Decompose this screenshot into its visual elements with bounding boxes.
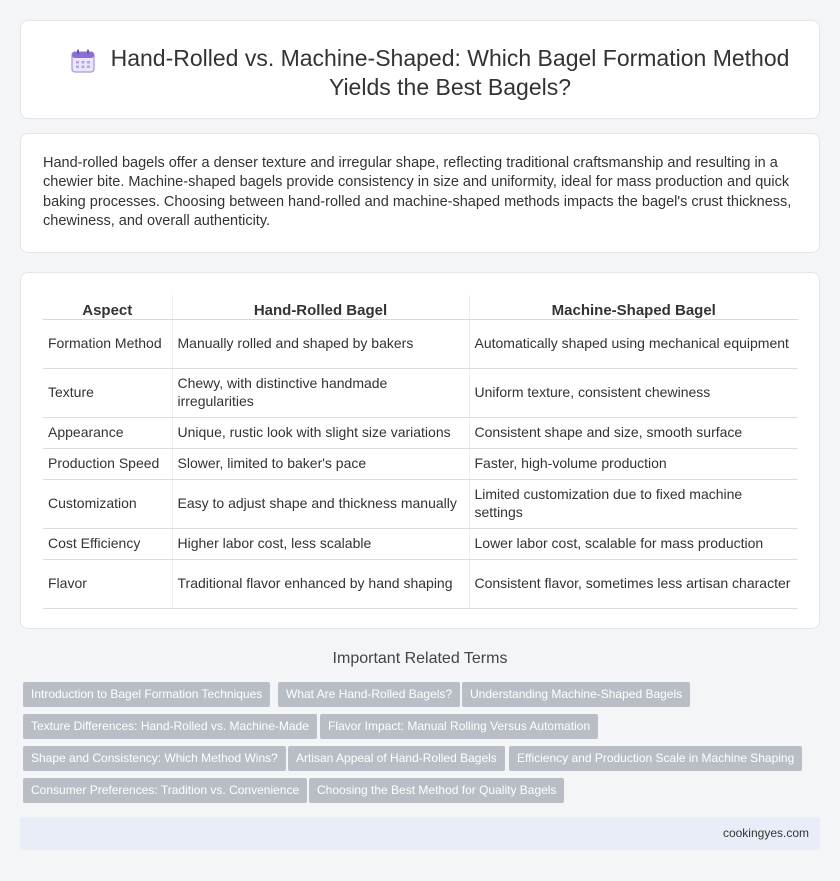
related-terms-title: Important Related Terms xyxy=(332,650,508,667)
summary-text: Hand-rolled bagels offer a denser texture and irregular shape, reflecting traditional craftsmanship and resulting in a chewier bite. Machine-shaped bagels provide consistency in size and uniformity, ideal for mass production and quick baking processes. Choosing between hand-rolled and machine-shaped methods impacts the bagel's crust thickness, chewiness, and overall authenticity. xyxy=(43,155,792,229)
table-header-row xyxy=(43,295,798,319)
table-row xyxy=(43,319,798,368)
row-hand-rolled: Easy to adjust shape and thickness manually xyxy=(172,479,469,528)
row-hand-rolled: Unique, rustic look with slight size variations xyxy=(172,417,469,448)
row-machine-shaped: Consistent shape and size, smooth surface xyxy=(469,417,798,448)
table-row xyxy=(43,368,798,417)
table-row xyxy=(43,417,798,448)
related-term-tag[interactable]: Introduction to Bagel Formation Techniques xyxy=(23,682,270,707)
row-aspect: Appearance xyxy=(43,417,172,448)
row-hand-rolled: Slower, limited to baker's pace xyxy=(172,448,469,479)
related-term-tag[interactable]: Texture Differences: Hand-Rolled vs. Machine-Made xyxy=(23,714,317,739)
row-hand-rolled: Traditional flavor enhanced by hand shaping xyxy=(172,559,469,608)
related-term-tag[interactable]: Choosing the Best Method for Quality Bagels xyxy=(309,778,564,803)
row-hand-rolled: Manually rolled and shaped by bakers xyxy=(172,319,469,368)
header-hand-rolled: Hand-Rolled Bagel xyxy=(172,295,469,319)
comparison-table-card xyxy=(20,272,820,629)
row-aspect: Flavor xyxy=(43,559,172,608)
row-aspect: Production Speed xyxy=(43,448,172,479)
row-machine-shaped: Faster, high-volume production xyxy=(469,448,798,479)
row-aspect: Cost Efficiency xyxy=(43,528,172,559)
row-aspect: Formation Method xyxy=(43,319,172,368)
footer xyxy=(20,817,820,850)
related-term-tag[interactable]: Artisan Appeal of Hand-Rolled Bagels xyxy=(288,746,505,771)
row-machine-shaped: Automatically shaped using mechanical equipment xyxy=(469,319,798,368)
related-term-tag[interactable]: Shape and Consistency: Which Method Wins? xyxy=(23,746,286,771)
row-machine-shaped: Consistent flavor, sometimes less artisan character xyxy=(469,559,798,608)
related-term-tag[interactable]: Flavor Impact: Manual Rolling Versus Automation xyxy=(320,714,598,739)
summary-card xyxy=(20,133,820,253)
related-term-tag[interactable]: What Are Hand-Rolled Bagels? xyxy=(278,682,460,707)
table-row xyxy=(43,528,798,559)
row-machine-shaped: Limited customization due to fixed machine settings xyxy=(469,479,798,528)
table-row xyxy=(43,479,798,528)
table-row xyxy=(43,559,798,608)
related-term-tag[interactable]: Consumer Preferences: Tradition vs. Convenience xyxy=(23,778,307,803)
related-term-tag[interactable]: Understanding Machine-Shaped Bagels xyxy=(462,682,690,707)
row-aspect: Texture xyxy=(43,368,172,417)
row-hand-rolled: Higher labor cost, less scalable xyxy=(172,528,469,559)
comparison-table xyxy=(43,295,798,609)
title-card xyxy=(20,20,820,119)
calendar-icon xyxy=(70,48,96,74)
header-machine-shaped: Machine-Shaped Bagel xyxy=(469,295,798,319)
header-aspect: Aspect xyxy=(43,295,172,319)
footer-site[interactable]: cookingyes.com xyxy=(722,826,809,840)
row-hand-rolled: Chewy, with distinctive handmade irregularities xyxy=(172,368,469,417)
related-term-tag[interactable]: Efficiency and Production Scale in Machine Shaping xyxy=(509,746,802,771)
row-machine-shaped: Lower labor cost, scalable for mass production xyxy=(469,528,798,559)
row-machine-shaped: Uniform texture, consistent chewiness xyxy=(469,368,798,417)
row-aspect: Customization xyxy=(43,479,172,528)
related-terms-list xyxy=(23,682,813,810)
table-row xyxy=(43,448,798,479)
page-title: Hand-Rolled vs. Machine-Shaped: Which Bagel Formation Method Yields the Best Bagels? xyxy=(110,45,790,100)
